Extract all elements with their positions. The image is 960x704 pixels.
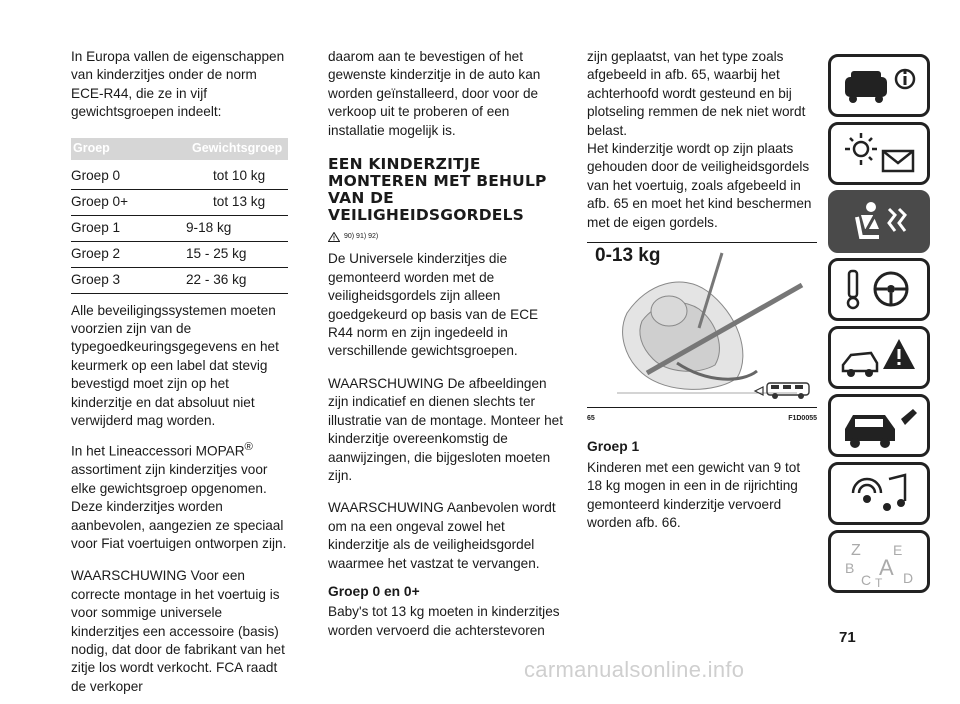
cell-weight: tot 10 kg (213, 167, 266, 183)
cell-weight: 9-18 kg (186, 219, 232, 235)
index-letter: T (875, 576, 883, 590)
seat-airbag-icon[interactable] (828, 190, 930, 253)
weight-table-header (71, 138, 288, 160)
car-info-icon[interactable] (828, 54, 930, 117)
car-service-icon[interactable] (828, 394, 930, 457)
universal-paragraph: De Universele kinderzitjes die gemonteerd worden met de veiligheidsgordels zijn alleen goedgekeurd op basis van de ECE R44 norm en zijn ingedeeld in verschillende gewichtsgroepen. (328, 251, 539, 359)
warning-paragraph: WAARSCHUWING Aanbevolen wordt om na een ongeval zowel het kinderzitje als de veiligheidsgordel waarmee het vastzat te vervangen. (328, 500, 556, 571)
cell-group: Groep 1 (71, 219, 121, 235)
continued-paragraph: zijn geplaatst, van het type zoals afgebeeld in afb. 65, waarbij het achterhoofd wordt gesteund en bij plotseling remmen de nek niet wordt belast. (587, 49, 806, 138)
multimedia-icon[interactable] (828, 462, 930, 525)
warning-paragraph: WAARSCHUWING Voor een correcte montage in het voertuig is voor sommige universele kinderzitjes een accessoire (basis) nodig, dat door de fabrikant van het zitje los wordt verkocht. FCA raadt de verkoper (71, 568, 285, 694)
breakdown-icon[interactable] (828, 326, 930, 389)
figure-code: F1D0055 (788, 415, 817, 423)
table-row (71, 216, 288, 242)
group1-paragraph: Kinderen met een gewicht van 9 tot 18 kg mogen in een in de rijrichting gemonteerd kinderzitje vervoerd worden afb. 66. (587, 459, 801, 531)
header-weight: Gewichtsgroep (192, 141, 283, 156)
cell-weight: 22 - 36 kg (186, 271, 247, 287)
mopar-paragraph (71, 438, 288, 553)
table-row (71, 164, 288, 190)
intro-paragraph: In Europa vallen de eigenschappen van kinderzitjes onder de norm ECE-R44, die ze in vijf gewichtsgroepen indeelt: (71, 49, 285, 120)
babies-paragraph: Baby's tot 13 kg moeten in kinderzitjes worden vervoerd die achterstevoren (328, 604, 560, 638)
column-3 (587, 48, 817, 541)
mopar-text: In het Lineaccessori MOPAR (71, 444, 245, 459)
index-icon[interactable] (828, 530, 930, 593)
label-paragraph: Alle beveiligingssystemen moeten voorzien zijn van de typegoedkeuringsgegevens en het keurmerk op een label dat stevig bevestigd moet zijn op het kinderzitje en dat absoluut niet verwijderd mag worden. (71, 302, 279, 429)
cell-group: Groep 2 (71, 245, 121, 261)
cell-weight: 15 - 25 kg (186, 245, 247, 261)
page-number: 71 (839, 629, 856, 646)
column-1 (71, 48, 288, 704)
car-direction-icon (753, 377, 813, 401)
subheading-group-0: Groep 0 en 0+ (328, 583, 420, 599)
index-letter: D (903, 570, 914, 586)
figure-number: 65 (587, 415, 595, 423)
index-letter: C (861, 572, 872, 588)
mopar-text-rest: assortiment zijn kinderzitjes voor elke gewichtsgroep opgenomen. Deze kinderzitjes worden aanbevolen, aangezien ze speciaal voor Fiat voertuigen ontworpen zijn. (71, 462, 287, 552)
watermark[interactable]: carmanualsonline.info (524, 657, 745, 682)
header-group: Groep (73, 141, 110, 156)
steering-key-icon[interactable] (828, 258, 930, 321)
index-letter: E (893, 542, 903, 558)
column-2 (328, 48, 565, 648)
cell-group: Groep 0 (71, 167, 121, 183)
continued-paragraph: daarom aan te bevestigen of het gewenste kinderzitje in de auto kan worden geïnstalleerd, door voor de verkoop uit te proberen of een installatie mogelijk is. (328, 49, 541, 138)
figure-65 (587, 242, 817, 408)
figure-label: 0-13 kg (595, 245, 661, 267)
section-heading: EEN KINDERZITJE MONTEREN MET BEHULP VAN DE VEILIGHEIDSGORDELS (328, 155, 547, 225)
table-row (71, 268, 288, 294)
figure-caption (587, 410, 817, 428)
warning-triangle-icon (328, 232, 340, 242)
reference-numbers: 90) 91) 92) (344, 233, 379, 241)
warning-paragraph: WAARSCHUWING De afbeeldingen zijn indicatief en dienen slechts ter illustratie van de montage. Monteer het kinderzitje overeenkomstig de aanwijzingen, die bijgesloten moeten zijn. (328, 375, 564, 483)
registered-mark: ® (244, 441, 253, 454)
cell-group: Groep 0+ (71, 193, 129, 209)
belt-paragraph: Het kinderzitje wordt op zijn plaats gehouden door de veiligheidsgordels van het voertuig, zoals afgebeeld in afb. 65 en moet het kind beschermen met de eigen gordels. (587, 141, 812, 230)
table-row (71, 190, 288, 216)
cell-group: Groep 3 (71, 271, 121, 287)
cell-weight: tot 13 kg (213, 193, 266, 209)
warning-refs (328, 228, 565, 246)
subheading-group-1: Groep 1 (587, 439, 640, 455)
index-letter: B (845, 560, 855, 576)
warning-lights-icon[interactable] (828, 122, 930, 185)
table-row (71, 242, 288, 268)
index-letter: A (879, 555, 894, 580)
index-letter: Z (851, 542, 861, 559)
